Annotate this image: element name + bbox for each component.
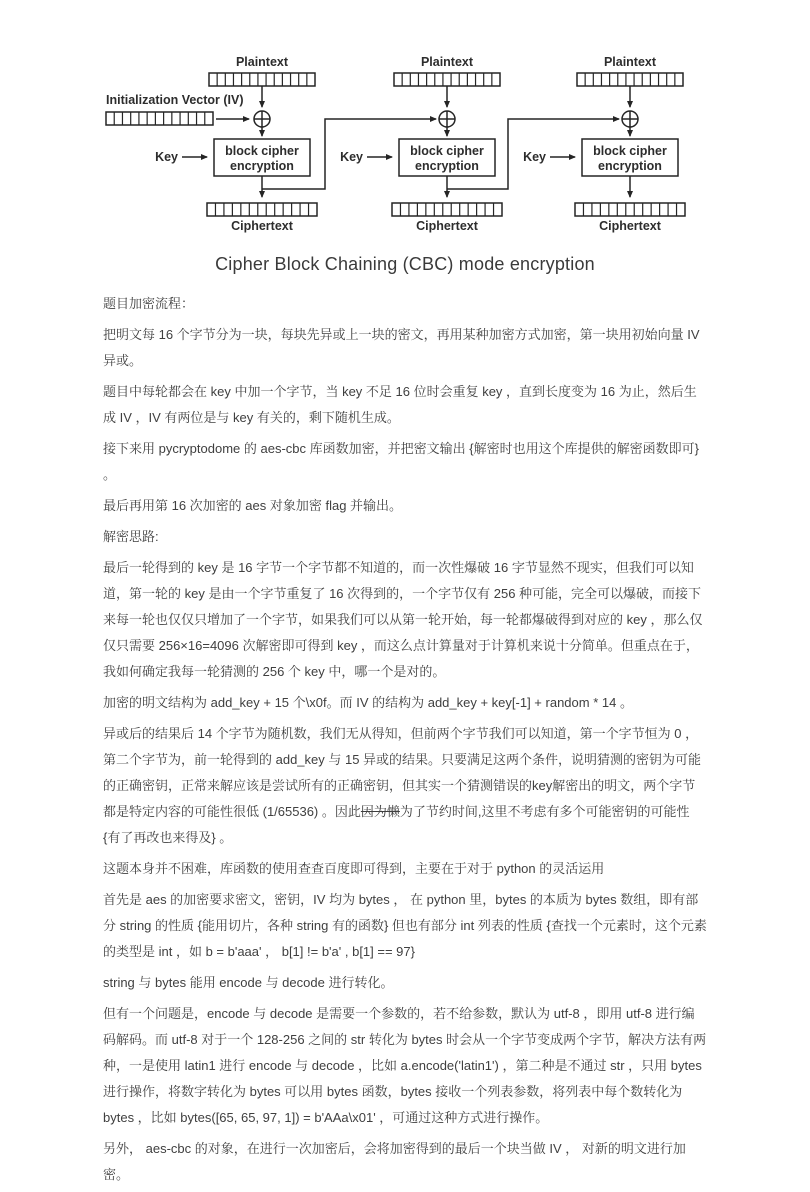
encryption-box-label-line2: encryption — [230, 159, 294, 173]
paragraph-text: 这题本身并不困难，库函数的使用查查百度即可得到，主要在于对于 python 的灵活运用 — [103, 861, 605, 876]
paragraph-text: 题目中每轮都会在 key 中加一个字节，当 key 不足 16 位时会重复 key ，直到长度变为 16 为止，然后生成 IV ，IV 有两位是与 key 有关的，剩下随机生成。 — [103, 384, 697, 425]
plaintext-label: Plaintext — [235, 55, 289, 69]
paragraph — [103, 856, 707, 882]
paragraph-text: 为了节约时间,这里不考虑有多个可能密钥的可能性 {有了再改也来得及} 。 — [103, 804, 690, 845]
paragraph-text: 加密的明文结构为 add_key + 15 个\x0f。而 IV 的结构为 add_key + key[-1] + random * 14 。 — [103, 695, 633, 710]
paragraph-text: 但有一个问题是，encode 与 decode 是需要一个参数的，若不给参数，默认为 utf-8 ，即用 utf-8 进行编码解码。而 utf-8 对于一个 128-256 之间的 str 转化为 bytes 时会从一个字节变成两个字节，解决方法有两种，一是使用 latin1 进行 encode 与 decode ，比如 a.encode('latin1') ，第二种是不通过 str ，只用 bytes 进行操作，将数字转化为 bytes 可以用 bytes 函数，bytes 接收一个列表参数，将列表中每个数转化为 bytes ，比如 bytes([65, 65, 97, 1]) = b'AAa\x01' ，可通过这种方式进行操作。 — [103, 1006, 707, 1125]
cbc-diagram — [0, 46, 810, 242]
paragraph-text: 解密思路: — [103, 529, 159, 544]
paragraph — [103, 436, 707, 488]
key-label: Key — [523, 150, 546, 164]
cbc-block-2 — [340, 55, 502, 233]
paragraph — [103, 1001, 707, 1131]
strikethrough-text: 因为懒 — [360, 804, 400, 819]
paragraph-text: 最后再用第 16 次加密的 aes 对象加密 flag 并输出。 — [103, 498, 403, 513]
document-page — [0, 46, 810, 1192]
paragraph-text: 首先是 aes 的加密要求密文，密钥，IV 均为 bytes ， 在 python 里，bytes 的本质为 bytes 数组，即有部分 string 的性质 {能用切片，各种 string 有的函数} 但也有部分 int 列表的性质 {查找一个元素时，这个元素的类型是 int ，如 b = b'aaa' ， b[1] != b'a' , b[1] == 97} — [103, 892, 707, 959]
encryption-box-label-line2: encryption — [415, 159, 479, 173]
xor-icon — [439, 111, 455, 127]
ciphertext-label: Ciphertext — [231, 219, 293, 233]
paragraph-text: 另外， aes-cbc 的对象，在进行一次加密后，会将加密得到的最后一个块当做 IV ， 对新的明文进行加密。 — [103, 1141, 686, 1182]
paragraph-text: 把明文每 16 个字节分为一块，每块先异或上一块的密文，再用某种加密方式加密，第一块用初始向量 IV 异或。 — [103, 327, 700, 368]
paragraph — [103, 721, 707, 851]
encryption-box-label-line2: encryption — [598, 159, 662, 173]
xor-icon — [622, 111, 638, 127]
paragraph — [103, 970, 707, 996]
paragraph — [103, 690, 707, 716]
xor-icon — [254, 111, 270, 127]
plaintext-label: Plaintext — [420, 55, 474, 69]
paragraph — [103, 379, 707, 431]
paragraph — [103, 322, 707, 374]
paragraph — [103, 291, 707, 317]
encryption-box-label-line1: block cipher — [410, 144, 484, 158]
article-body — [103, 291, 707, 1188]
encryption-box-label-line1: block cipher — [593, 144, 667, 158]
paragraph — [103, 493, 707, 519]
cbc-diagram-figure — [0, 46, 810, 242]
paragraph — [103, 555, 707, 685]
paragraph — [103, 1136, 707, 1188]
cbc-block-3 — [523, 55, 685, 233]
paragraph-text: 接下来用 pycryptodome 的 aes-cbc 库函数加密，并把密文输出 {解密时也用这个库提供的解密函数即可} 。 — [103, 441, 699, 482]
paragraph-text: string 与 bytes 能用 encode 与 decode 进行转化。 — [103, 975, 394, 990]
key-label: Key — [155, 150, 178, 164]
paragraph-text: 最后一轮得到的 key 是 16 字节一个字节都不知道的，而一次性爆破 16 字节显然不现实，但我们可以知道，第一轮的 key 是由一个字节重复了 16 次得到的，一个字节仅有 256 种可能，完全可以爆破，而接下来每一轮也仅仅只增加了一个字节，如果我们可以从第一轮开始，每一轮都爆破得到对应的 key ，那么仅仅只需要 256×16=4096 次解密即可得到 key ，而这么点计算量对于计算机来说十分简单。但重点在于，我如何确定我每一轮猜测的 256 个 key 中，哪一个是对的。 — [103, 560, 703, 679]
key-label: Key — [340, 150, 363, 164]
paragraph — [103, 887, 707, 965]
iv-label: Initialization Vector (IV) — [106, 93, 244, 107]
paragraph — [103, 524, 707, 550]
cbc-block-1 — [155, 55, 317, 233]
plaintext-label: Plaintext — [603, 55, 657, 69]
ciphertext-label: Ciphertext — [416, 219, 478, 233]
iv-group — [106, 93, 249, 125]
paragraph-text: 异或后的结果后 14 个字节为随机数，我们无从得知，但前两个字节我们可以知道，第一个字节恒为 0 ，第二个字节为，前一轮得到的 add_key 与 15 异或的结果。只要满足这两个条件，说明猜测的密钥为可能的正确密钥，正常来解应该是尝试所有的正确密钥，但其实一个猜测错误的key解密出的明文，两个字节都是特定内容的可能性很低 (1/65536) 。因此 — [103, 726, 702, 819]
paragraph-text: 题目加密流程： — [103, 296, 195, 311]
figure-caption: Cipher Block Chaining (CBC) mode encryption — [215, 254, 595, 274]
encryption-box-label-line1: block cipher — [225, 144, 299, 158]
ciphertext-label: Ciphertext — [599, 219, 661, 233]
